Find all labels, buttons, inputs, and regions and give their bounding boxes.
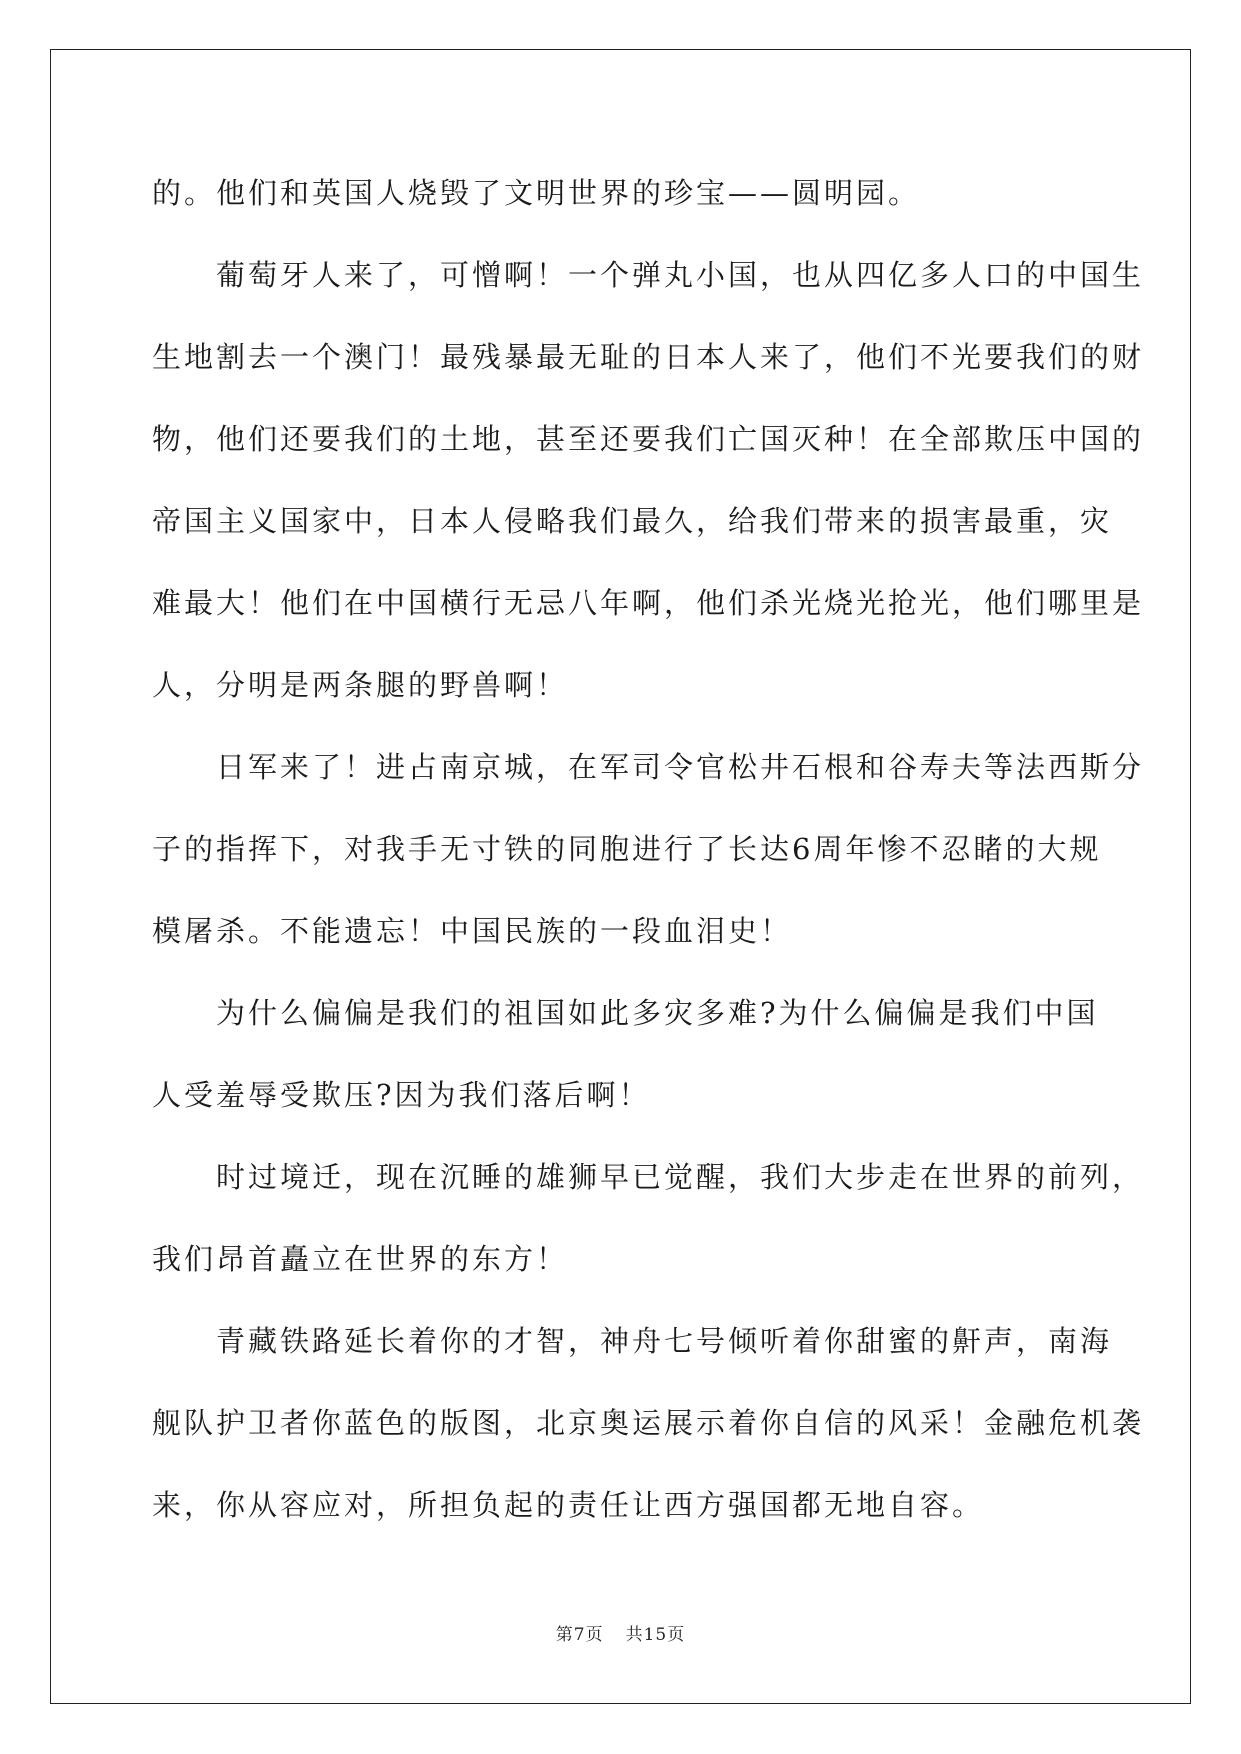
paragraph-start-line: 日军来了！进占南京城，在军司令官松井石根和谷寿夫等法西斯分 <box>216 750 1145 784</box>
text-line: 物，他们还要我们的土地，甚至还要我们亡国灭种！在全部欺压中国的 <box>152 422 1145 456</box>
paragraph-start-line: 青藏铁路延长着你的才智，神舟七号倾听着你甜蜜的鼾声，南海 <box>216 1324 1113 1358</box>
text-line: 模屠杀。不能遗忘！中国民族的一段血泪史！ <box>152 914 793 948</box>
document-body <box>152 152 1145 1546</box>
paragraph-start-line: 葡萄牙人来了，可憎啊！一个弹丸小国，也从四亿多人口的中国生 <box>216 258 1145 292</box>
text-line: 难最大！他们在中国横行无忌八年啊，他们杀光烧光抢光，他们哪里是 <box>152 586 1145 620</box>
text-line: 人，分明是两条腿的野兽啊！ <box>152 668 569 702</box>
page-total: 共15页 <box>625 1625 686 1645</box>
paragraph-start-line: 为什么偏偏是我们的祖国如此多灾多难?为什么偏偏是我们中国 <box>216 996 1099 1030</box>
text-line: 子的指挥下，对我手无寸铁的同胞进行了长达6周年惨不忍睹的大规 <box>152 832 1102 866</box>
paragraph-start-line: 时过境迁，现在沉睡的雄狮早已觉醒，我们大步走在世界的前列， <box>216 1160 1145 1194</box>
text-line: 舰队护卫者你蓝色的版图，北京奥运展示着你自信的风采！金融危机袭 <box>152 1406 1145 1440</box>
text-line: 的。他们和英国人烧毁了文明世界的珍宝——圆明园。 <box>152 176 921 210</box>
text-line: 生地割去一个澳门！最残暴最无耻的日本人来了，他们不光要我们的财 <box>152 340 1145 374</box>
text-line: 来，你从容应对，所担负起的责任让西方强国都无地自容。 <box>152 1488 985 1522</box>
text-line: 我们昂首矗立在世界的东方！ <box>152 1242 569 1276</box>
text-line: 帝国主义国家中，日本人侵略我们最久，给我们带来的损害最重，灾 <box>152 504 1113 538</box>
page-footer <box>0 1620 1241 1645</box>
page-number: 第7页 <box>555 1625 604 1645</box>
text-line: 人受羞辱受欺压?因为我们落后啊！ <box>152 1078 651 1112</box>
